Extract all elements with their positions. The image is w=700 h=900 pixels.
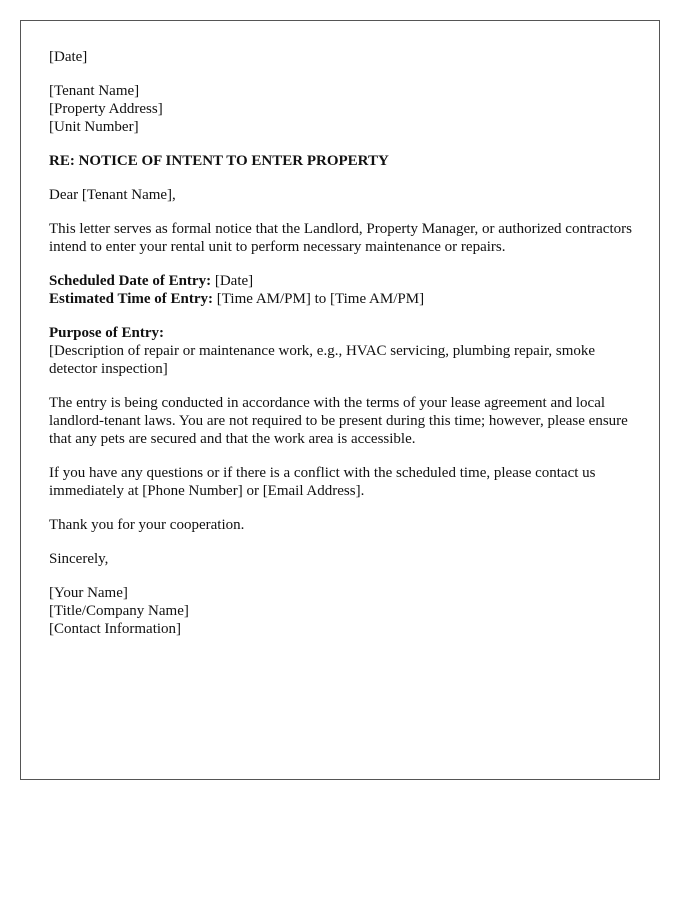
estimated-time-label: Estimated Time of Entry: (49, 291, 214, 307)
recipient-address: [Property Address] (49, 101, 163, 117)
letter-date: [Date] (49, 49, 88, 65)
closing-line: Sincerely, (49, 551, 109, 567)
contact-paragraph: If you have any questions or if there is a conflict with the scheduled time, please contact us immediately at [Phone Number] or [Email Address]. (49, 465, 596, 499)
schedule-block (49, 272, 644, 308)
purpose-label: Purpose of Entry: (49, 325, 164, 341)
recipient-name: [Tenant Name] (49, 83, 140, 99)
estimated-time-value: [Time AM/PM] to [Time AM/PM] (213, 291, 425, 307)
scheduled-date-value: [Date] (211, 273, 254, 289)
recipient-block (49, 82, 644, 136)
compliance-paragraph: The entry is being conducted in accordance with the terms of your lease agreement and local landlord-tenant laws. You are not required to be present during this time; however, please ensure that any pets are secured and that the work area is accessible. (49, 395, 628, 447)
purpose-text: [Description of repair or maintenance work, e.g., HVAC servicing, plumbing repair, smoke detector inspection] (49, 343, 596, 377)
signature-name: [Your Name] (49, 585, 128, 601)
signature-contact: [Contact Information] (49, 621, 182, 637)
purpose-block (49, 324, 644, 378)
letter-subject: RE: NOTICE OF INTENT TO ENTER PROPERTY (49, 153, 389, 169)
scheduled-date-line (49, 272, 644, 290)
scheduled-date-label: Scheduled Date of Entry: (49, 273, 212, 289)
thanks-line: Thank you for your cooperation. (49, 517, 245, 533)
signature-title: [Title/Company Name] (49, 603, 189, 619)
letter-body (49, 48, 644, 654)
signature-block (49, 584, 644, 638)
estimated-time-line (49, 290, 644, 308)
recipient-unit: [Unit Number] (49, 119, 139, 135)
intro-paragraph: This letter serves as formal notice that the Landlord, Property Manager, or authorized contractors intend to enter your rental unit to perform necessary maintenance or repairs. (49, 221, 632, 255)
salutation: Dear [Tenant Name], (49, 187, 176, 203)
